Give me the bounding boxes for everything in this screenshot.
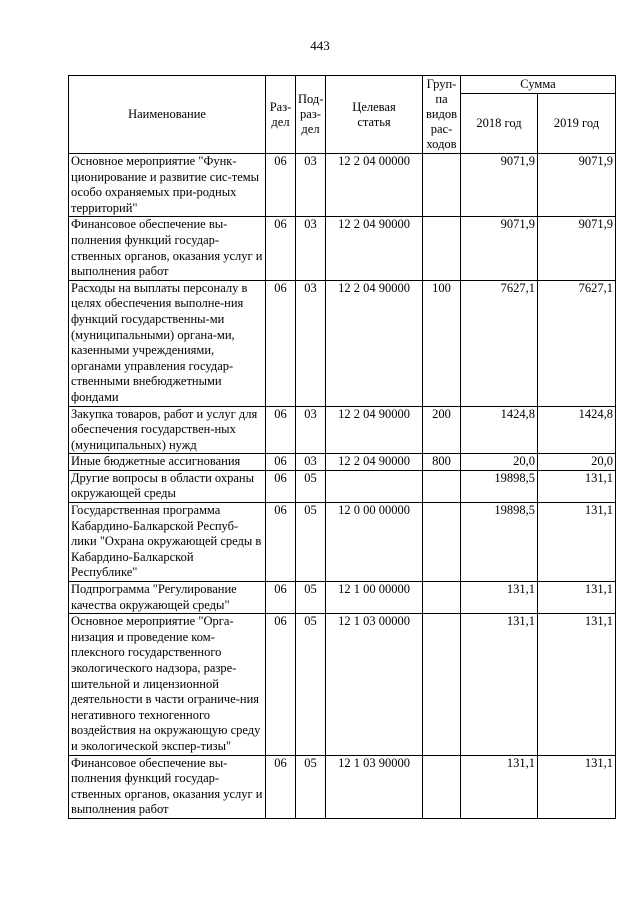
row-group xyxy=(423,470,461,502)
row-section: 06 xyxy=(266,406,296,454)
table-row xyxy=(69,614,616,755)
row-group xyxy=(423,154,461,217)
row-subsection: 03 xyxy=(296,280,326,406)
row-article: 12 2 04 90000 xyxy=(326,406,423,454)
row-group xyxy=(423,614,461,755)
row-subsection: 03 xyxy=(296,217,326,280)
row-subsection: 03 xyxy=(296,406,326,454)
row-sum-2019: 131,1 xyxy=(538,503,616,582)
row-subsection: 03 xyxy=(296,154,326,217)
row-subsection: 05 xyxy=(296,614,326,755)
table-row xyxy=(69,217,616,280)
table-row xyxy=(69,582,616,614)
row-sum-2018: 19898,5 xyxy=(461,503,538,582)
row-article: 12 2 04 90000 xyxy=(326,217,423,280)
row-name: Подпрограмма "Регулирование качества окружающей среды" xyxy=(69,582,266,614)
row-sum-2019: 7627,1 xyxy=(538,280,616,406)
row-subsection: 05 xyxy=(296,582,326,614)
row-subsection: 03 xyxy=(296,454,326,471)
row-sum-2018: 20,0 xyxy=(461,454,538,471)
row-article xyxy=(326,470,423,502)
row-section: 06 xyxy=(266,280,296,406)
row-group xyxy=(423,582,461,614)
row-sum-2018: 9071,9 xyxy=(461,154,538,217)
row-sum-2019: 131,1 xyxy=(538,755,616,818)
row-group xyxy=(423,755,461,818)
header-section: Раз- дел xyxy=(266,76,296,154)
row-section: 06 xyxy=(266,755,296,818)
budget-table xyxy=(68,75,616,819)
header-year-2019: 2019 год xyxy=(538,94,616,154)
row-name: Основное мероприятие "Орга-низация и проведение ком-плексного государственного экологического надзора, разре-шительной и лицензионной деятельности в части ограниче-ния негативного техногенного воздействия на окружающую среду и экологической экспер-тизы" xyxy=(69,614,266,755)
header-year-2018: 2018 год xyxy=(461,94,538,154)
row-section: 06 xyxy=(266,470,296,502)
row-subsection: 05 xyxy=(296,503,326,582)
row-subsection: 05 xyxy=(296,470,326,502)
table-row xyxy=(69,454,616,471)
row-article: 12 2 04 90000 xyxy=(326,280,423,406)
row-article: 12 1 03 00000 xyxy=(326,614,423,755)
table-row xyxy=(69,154,616,217)
row-subsection: 05 xyxy=(296,755,326,818)
row-sum-2019: 131,1 xyxy=(538,614,616,755)
row-name: Расходы на выплаты персоналу в целях обеспечения выполне-ния функций государственны-ми (муниципальными) органа-ми, казенными учреждениями, органами управления государ-ственными внебюджетными фондами xyxy=(69,280,266,406)
table-body xyxy=(69,154,616,819)
row-group xyxy=(423,217,461,280)
table-row xyxy=(69,503,616,582)
table-row xyxy=(69,280,616,406)
header-target-article: Целевая статья xyxy=(326,76,423,154)
table-row xyxy=(69,755,616,818)
row-name: Финансовое обеспечение вы-полнения функций государ-ственных органов, оказания услуг и выполнения работ xyxy=(69,755,266,818)
row-group xyxy=(423,503,461,582)
row-article: 12 0 00 00000 xyxy=(326,503,423,582)
row-group: 800 xyxy=(423,454,461,471)
table-row xyxy=(69,406,616,454)
row-sum-2018: 19898,5 xyxy=(461,470,538,502)
header-sum: Сумма xyxy=(461,76,616,94)
row-sum-2018: 1424,8 xyxy=(461,406,538,454)
row-section: 06 xyxy=(266,217,296,280)
row-name: Финансовое обеспечение вы-полнения функций государ-ственных органов, оказания услуг и выполнения работ xyxy=(69,217,266,280)
page-number: 443 xyxy=(310,38,330,53)
row-article: 12 1 03 90000 xyxy=(326,755,423,818)
row-sum-2018: 9071,9 xyxy=(461,217,538,280)
header-expense-group: Груп- па видов рас- ходов xyxy=(423,76,461,154)
row-article: 12 1 00 00000 xyxy=(326,582,423,614)
row-group: 200 xyxy=(423,406,461,454)
row-article: 12 2 04 90000 xyxy=(326,454,423,471)
row-section: 06 xyxy=(266,582,296,614)
row-sum-2018: 7627,1 xyxy=(461,280,538,406)
row-sum-2019: 131,1 xyxy=(538,582,616,614)
row-article: 12 2 04 00000 xyxy=(326,154,423,217)
row-name: Государственная программа Кабардино-Балкарской Респуб-лики "Охрана окружающей среды в Кабардино-Балкарской Республике" xyxy=(69,503,266,582)
row-sum-2019: 9071,9 xyxy=(538,154,616,217)
row-sum-2019: 131,1 xyxy=(538,470,616,502)
row-section: 06 xyxy=(266,614,296,755)
row-name: Основное мероприятие "Функ-ционирование и развитие сис-темы особо охраняемых при-родных территорий" xyxy=(69,154,266,217)
row-sum-2018: 131,1 xyxy=(461,614,538,755)
row-section: 06 xyxy=(266,454,296,471)
row-sum-2018: 131,1 xyxy=(461,755,538,818)
row-name: Закупка товаров, работ и услуг для обеспечения государствен-ных (муниципальных) нужд xyxy=(69,406,266,454)
row-name: Иные бюджетные ассигнования xyxy=(69,454,266,471)
row-sum-2019: 20,0 xyxy=(538,454,616,471)
row-sum-2018: 131,1 xyxy=(461,582,538,614)
header-subsection: Под- раз- дел xyxy=(296,76,326,154)
row-name: Другие вопросы в области охраны окружающей среды xyxy=(69,470,266,502)
row-section: 06 xyxy=(266,503,296,582)
row-sum-2019: 9071,9 xyxy=(538,217,616,280)
header-name: Наименование xyxy=(69,76,266,154)
row-section: 06 xyxy=(266,154,296,217)
row-group: 100 xyxy=(423,280,461,406)
row-sum-2019: 1424,8 xyxy=(538,406,616,454)
table-row xyxy=(69,470,616,502)
